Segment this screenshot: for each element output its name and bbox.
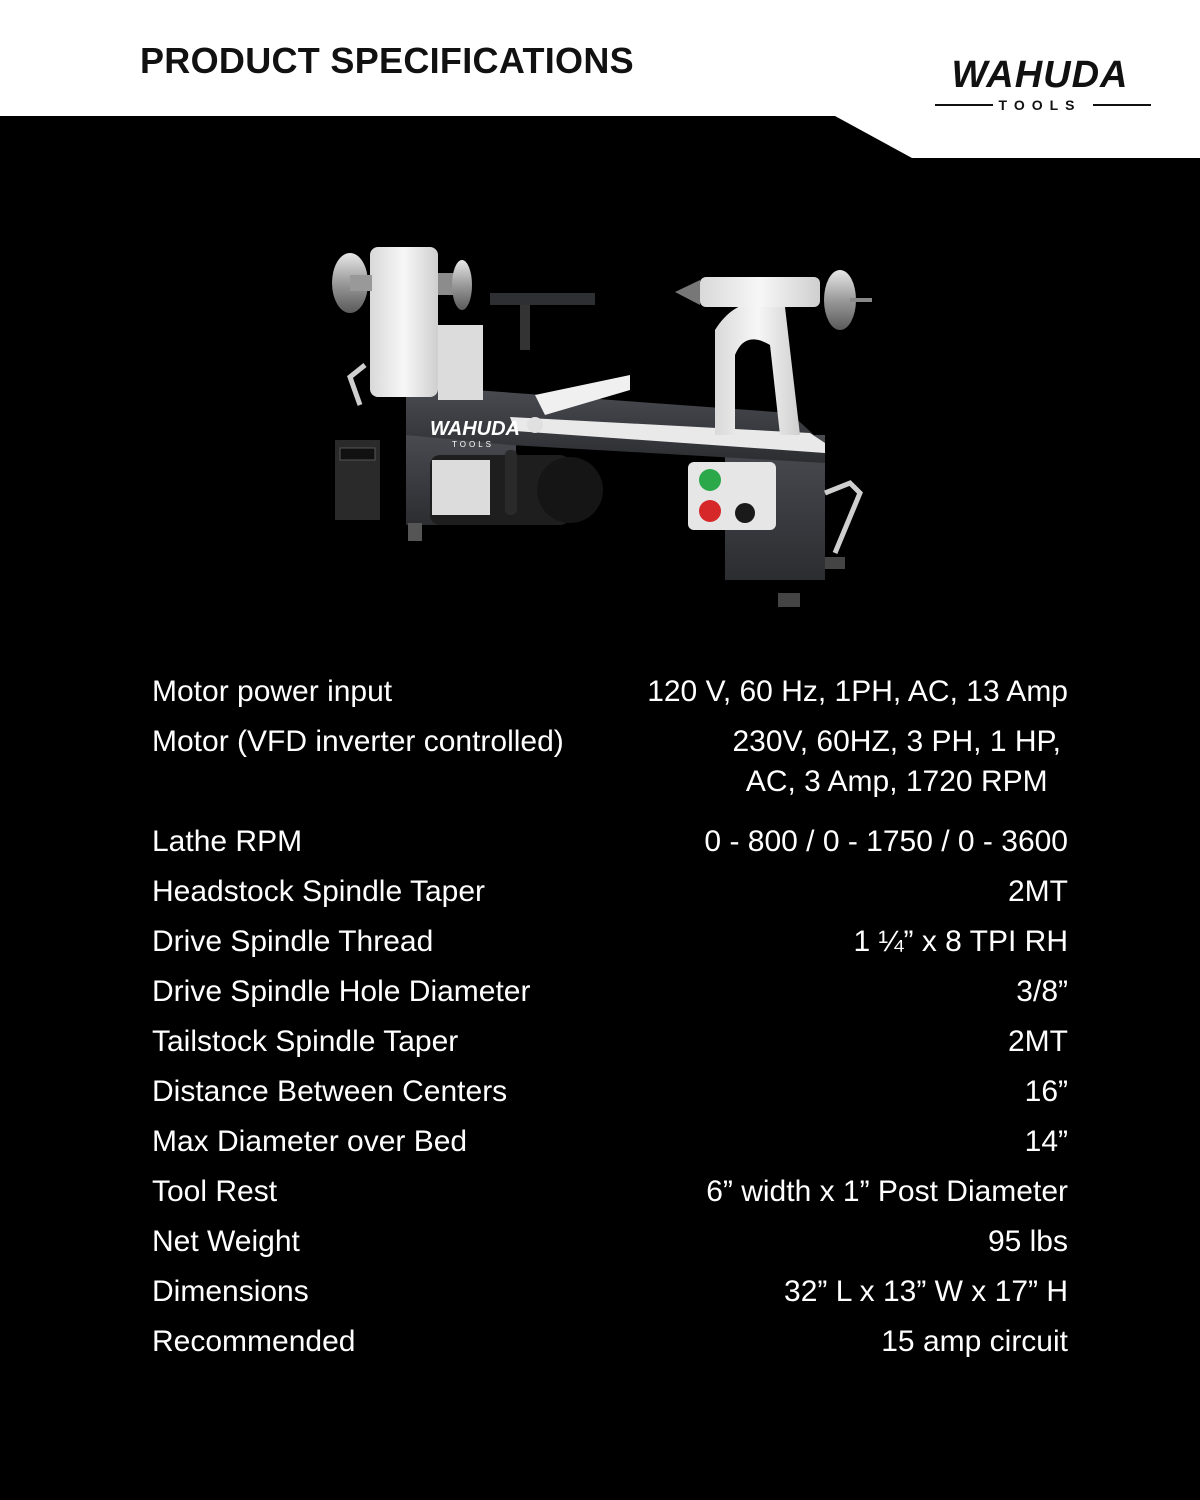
control-panel	[688, 462, 776, 530]
spec-value: 14”	[1024, 1125, 1068, 1158]
brand-logo	[925, 55, 1155, 115]
spec-label: Motor power input	[152, 675, 393, 708]
spec-row	[152, 1022, 1068, 1072]
spec-label: Lathe RPM	[152, 825, 303, 858]
spec-row	[152, 922, 1068, 972]
spec-row	[152, 1222, 1068, 1272]
start-button	[699, 469, 721, 491]
spec-row	[152, 672, 1068, 722]
spec-value: 2MT	[1008, 875, 1068, 908]
spec-row	[152, 1122, 1068, 1172]
spec-value: 6” width x 1” Post Diameter	[706, 1175, 1068, 1208]
spec-row	[152, 1322, 1068, 1372]
spec-value: 120 V, 60 Hz, 1PH, AC, 13 Amp	[647, 675, 1068, 708]
speed-knob	[735, 503, 755, 523]
tailstock-quill	[700, 277, 820, 307]
spec-label: Drive Spindle Hole Diameter	[152, 975, 531, 1008]
spec-value: 1 ¼” x 8 TPI RH	[853, 925, 1068, 958]
specifications-list	[152, 672, 1068, 1372]
spec-value: 16”	[1024, 1075, 1068, 1108]
spec-label: Tool Rest	[152, 1175, 278, 1208]
spec-value-line: AC, 3 Amp, 1720 RPM	[745, 765, 1048, 798]
lathe-brand-sub: TOOLS	[452, 440, 494, 449]
stop-button	[699, 500, 721, 522]
logo-subtext: TOOLS	[998, 97, 1082, 113]
spec-value: 3/8”	[1016, 975, 1068, 1008]
foot-right-a	[778, 593, 800, 607]
wood-lathe-image	[320, 235, 880, 620]
spec-row	[152, 872, 1068, 922]
handle-left	[350, 365, 365, 405]
spec-label: Dimensions	[152, 1275, 309, 1308]
spec-label: Drive Spindle Thread	[152, 925, 434, 958]
spec-value: 0 - 800 / 0 - 1750 / 0 - 3600	[704, 825, 1068, 858]
spec-label: Recommended	[152, 1325, 356, 1358]
spec-row	[152, 1272, 1068, 1322]
spec-label: Tailstock Spindle Taper	[152, 1025, 459, 1058]
spec-value: 95 lbs	[987, 1225, 1068, 1258]
spec-label: Headstock Spindle Taper	[152, 875, 485, 908]
spec-row	[152, 972, 1068, 1022]
spec-value: 2MT	[1008, 1025, 1068, 1058]
tool-rest-bar	[490, 293, 595, 305]
spec-label: Net Weight	[152, 1225, 300, 1258]
spec-value	[732, 722, 1061, 802]
motor-crank	[505, 450, 517, 515]
page-title: PRODUCT SPECIFICATIONS	[140, 40, 634, 81]
speed-display	[340, 448, 375, 460]
spec-row	[152, 722, 1068, 822]
handle-right	[825, 483, 860, 553]
spec-row	[152, 822, 1068, 872]
logo-wordmark: WAHUDA	[951, 54, 1129, 96]
spec-value: 32” L x 13” W x 17” H	[784, 1275, 1068, 1308]
spindle-left	[350, 275, 372, 291]
spec-row	[152, 1072, 1068, 1122]
live-center	[675, 280, 700, 305]
spec-label: Max Diameter over Bed	[152, 1125, 468, 1158]
spec-row	[152, 1172, 1068, 1222]
handwheel-right-handle	[850, 298, 872, 302]
banjo-knob	[527, 417, 543, 433]
spec-value: 15 amp circuit	[881, 1325, 1068, 1358]
lathe-brand: WAHUDA	[430, 418, 520, 440]
foot-left	[408, 523, 422, 541]
motor-end	[537, 457, 603, 523]
faceplate	[452, 260, 472, 310]
headstock-cover	[438, 325, 483, 400]
tool-rest-post	[520, 305, 530, 350]
headstock	[370, 247, 438, 397]
motor-label	[432, 460, 490, 515]
spec-value-line: 230V, 60HZ, 3 PH, 1 HP,	[732, 725, 1061, 758]
spec-label: Distance Between Centers	[152, 1075, 508, 1108]
foot-right-b	[825, 557, 845, 569]
spec-label: Motor (VFD inverter controlled)	[152, 725, 564, 758]
